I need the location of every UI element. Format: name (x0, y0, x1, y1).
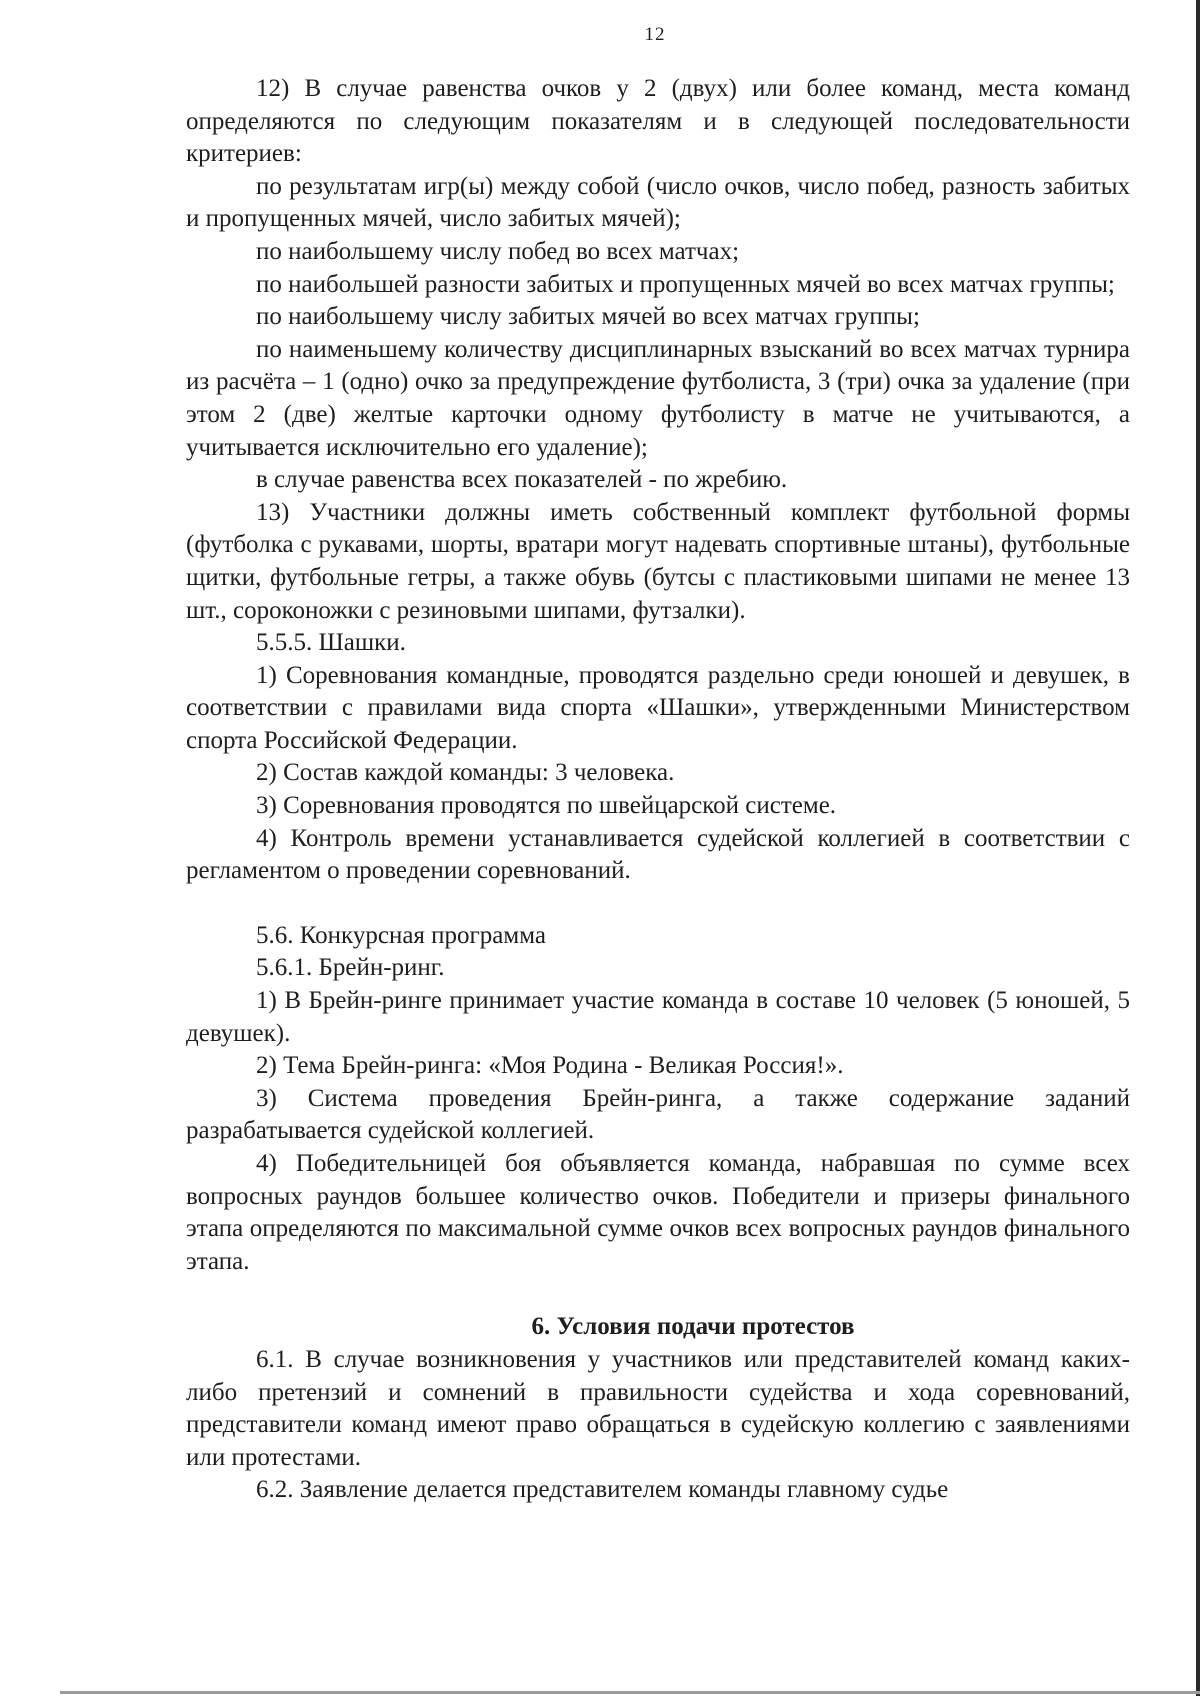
paragraph-checkers-rules: 1) Соревнования командные, проводятся раздельно среди юношей и девушек, в соответствии с правилами вида спорта «Шашки», утвержденными Министерством спорта Российской Федерации. (186, 661, 1130, 754)
page-edge-shadow (1196, 0, 1200, 1696)
paragraph-criterion-discipline: по наименьшему количеству дисциплинарных взысканий во всех матчах турнира из расчёта – 1 (одно) очко за предупреждение футболиста, 3 (три) очка за удаление (при этом 2 (две) желтые карточки одному футболисту в матче не учитываются, а учитывается исключительно его удаление); (186, 335, 1130, 461)
section-heading-contest-program: 5.6. Конкурсная программа (256, 921, 546, 949)
section-heading-brain-ring: 5.6.1. Брейн-ринг. (256, 954, 445, 982)
paragraph-tiebreak-rule: 12) В случае равенства очков у 2 (двух) или более команд, места команд определяются по следующим показателям и в следующей последовательности критериев: (186, 75, 1130, 168)
paragraph-protest-right: 6.1. В случае возникновения у участников или представителей команд каких-либо претензий и сомнений в правильности судейства и хода соревнований, представители команд имеют право обращаться в судейскую коллегию с заявлениями или протестами. (186, 1345, 1130, 1471)
document-body (186, 73, 1130, 1507)
paragraph-criterion-goals-scored: по наибольшему числу забитых мячей во всех матчах группы; (256, 303, 920, 331)
paragraph-brain-ring-theme: 2) Тема Брейн-ринга: «Моя Родина - Великая Россия!». (256, 1052, 844, 1080)
paragraph-criterion-lottery: в случае равенства всех показателей - по жребию. (256, 466, 788, 494)
paragraph-checkers-team-size: 2) Состав каждой команды: 3 человека. (256, 759, 675, 787)
paragraph-checkers-system: 3) Соревнования проводятся по швейцарской системе. (256, 792, 837, 820)
paragraph-football-kit: 13) Участники должны иметь собственный комплект футбольной формы (футболка с рукавами, шорты, вратари могут надевать спортивные штаны), футбольные щитки, футбольные гетры, а также обувь (бутсы с пластиковыми шипами не менее 13 шт., сороконожки с резиновыми шипами, футзалки). (186, 498, 1130, 624)
paragraph-protest-statement: 6.2. Заявление делается представителем команды главному судье (256, 1476, 949, 1504)
section-heading-checkers: 5.5.5. Шашки. (256, 629, 406, 657)
paragraph-brain-ring-system: 3) Система проведения Брейн-ринга, а также содержание заданий разрабатывается судейской коллегией. (186, 1084, 1130, 1145)
section-heading-protests: 6. Условия подачи протестов (531, 1313, 855, 1341)
paragraph-criterion-head-to-head: по результатам игр(ы) между собой (число очков, число побед, разность забитых и пропущенных мячей, число забитых мячей); (186, 172, 1130, 233)
paragraph-checkers-time-control: 4) Контроль времени устанавливается судейской коллегией в соответствии с регламентом о проведении соревнований. (186, 824, 1130, 885)
paragraph-brain-ring-winner: 4) Победительницей боя объявляется команда, набравшая по сумме всех вопросных раундов большее количество очков. Победители и призеры финального этапа определяются по максимальной сумме очков всех вопросных раундов финального этапа. (186, 1150, 1130, 1275)
page-number: 12 (644, 24, 666, 45)
page-edge-bottom (60, 1691, 1200, 1694)
paragraph-criterion-goal-difference: по наибольшей разности забитых и пропущенных мячей во всех матчах группы; (256, 270, 1115, 298)
paragraph-brain-ring-team: 1) В Брейн-ринге принимает участие команда в составе 10 человек (5 юношей, 5 девушек). (186, 987, 1130, 1047)
paragraph-criterion-wins: по наибольшему числу побед во всех матчах; (256, 237, 740, 265)
